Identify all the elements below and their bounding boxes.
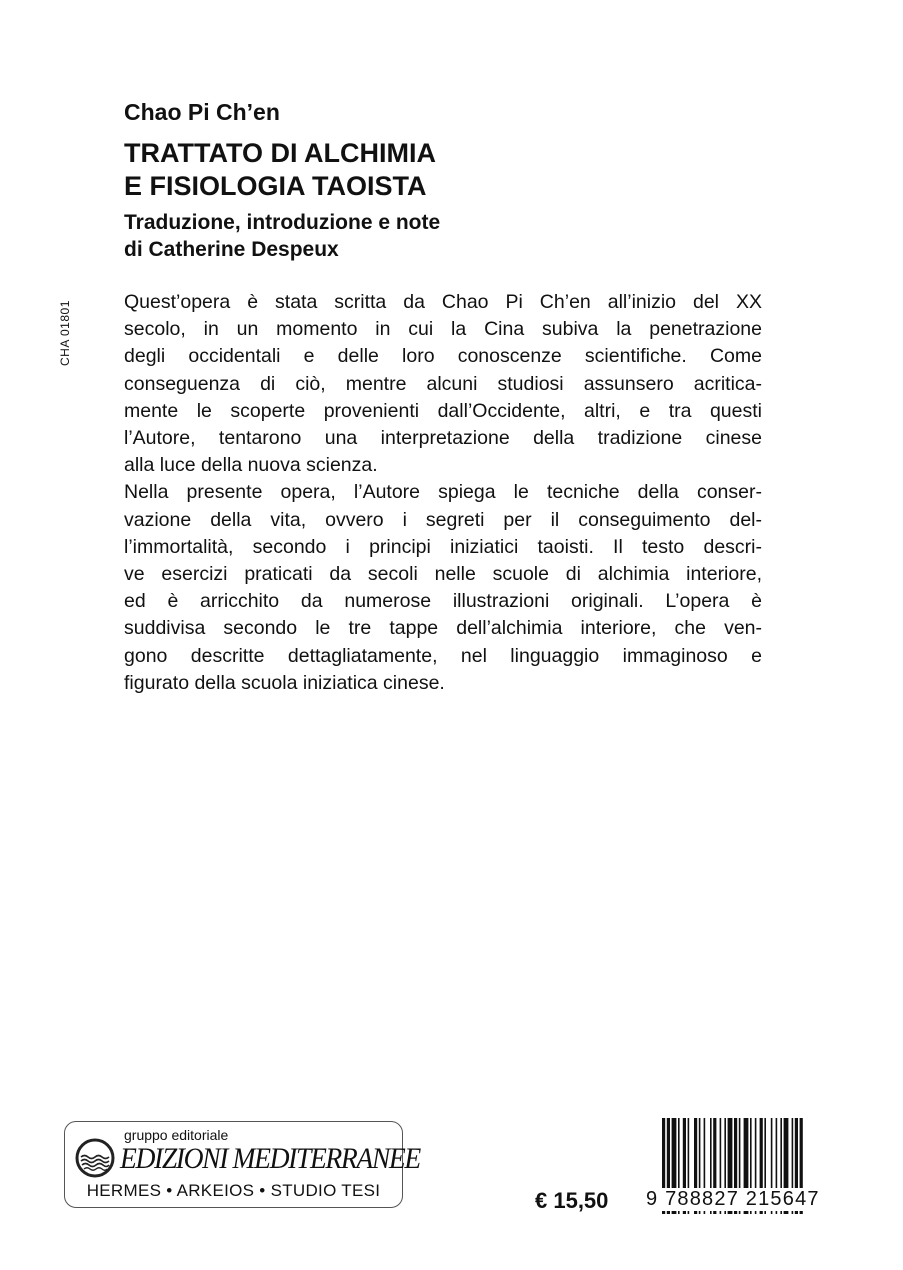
text-line: l’Autore, tentarono una interpretazione della tradizione cinese <box>124 427 762 450</box>
publisher-logo-box <box>64 1121 420 1208</box>
publisher-imprints: HERMES • ARKEIOS • STUDIO TESI <box>86 1181 381 1200</box>
description <box>124 289 762 697</box>
author-name: Chao Pi Ch’en <box>124 99 280 125</box>
title-line: E FISIOLOGIA TAOISTA <box>124 171 427 201</box>
publisher-group-label: gruppo editoriale <box>124 1127 229 1143</box>
isbn-number: 9 788827 215647 <box>646 1188 820 1210</box>
title-line: TRATTATO DI ALCHIMIA <box>124 138 436 168</box>
subtitle-line: di Catherine Despeux <box>124 238 339 261</box>
wave-circle-icon <box>75 1138 115 1178</box>
text-line: ve esercizi praticati da secoli nelle scuole di alchimia interiore, <box>124 563 762 586</box>
text-line: ed è arricchito da numerose illustrazioni originali. L’opera è <box>124 590 762 613</box>
text-line: gono descritte dettagliatamente, nel linguaggio immaginoso e <box>124 644 762 667</box>
subtitle-line: Traduzione, introduzione e note <box>124 211 441 234</box>
publisher-name: EDIZIONI MEDITERRANEE <box>120 1142 420 1175</box>
text-line: figurato della scuola iniziatica cinese. <box>124 671 445 694</box>
text-line: vazione della vita, ovvero i segreti per il conseguimento del- <box>124 508 762 531</box>
text-line: conseguenza di ciò, mentre alcuni studiosi assunsero acritica- <box>124 372 762 395</box>
description-paragraph-1 <box>124 289 762 479</box>
text-line: degli occidentali e delle loro conoscenze scientifiche. Come <box>124 345 762 368</box>
catalog-code: CHA 01801 <box>58 300 72 366</box>
book-subtitle <box>124 209 440 263</box>
price-label: € 15,50 <box>535 1188 609 1213</box>
text-line: mente le scoperte provenienti dall’Occidente, altri, e tra questi <box>124 399 762 422</box>
text-line: Nella presente opera, l’Autore spiega le tecniche della conser- <box>124 481 762 504</box>
text-line: alla luce della nuova scienza. <box>124 454 378 477</box>
text-line: secolo, in un momento in cui la Cina subiva la penetrazione <box>124 318 762 341</box>
description-paragraph-2 <box>124 479 762 697</box>
book-title <box>124 137 436 203</box>
text-line: l’immortalità, secondo i principi iniziatici taoisti. Il testo descri- <box>124 535 762 558</box>
text-line: Quest’opera è stata scritta da Chao Pi Ch’en all’inizio del XX <box>124 291 762 313</box>
text-line: suddivisa secondo le tre tappe dell’alchimia interiore, che ven- <box>124 617 762 640</box>
